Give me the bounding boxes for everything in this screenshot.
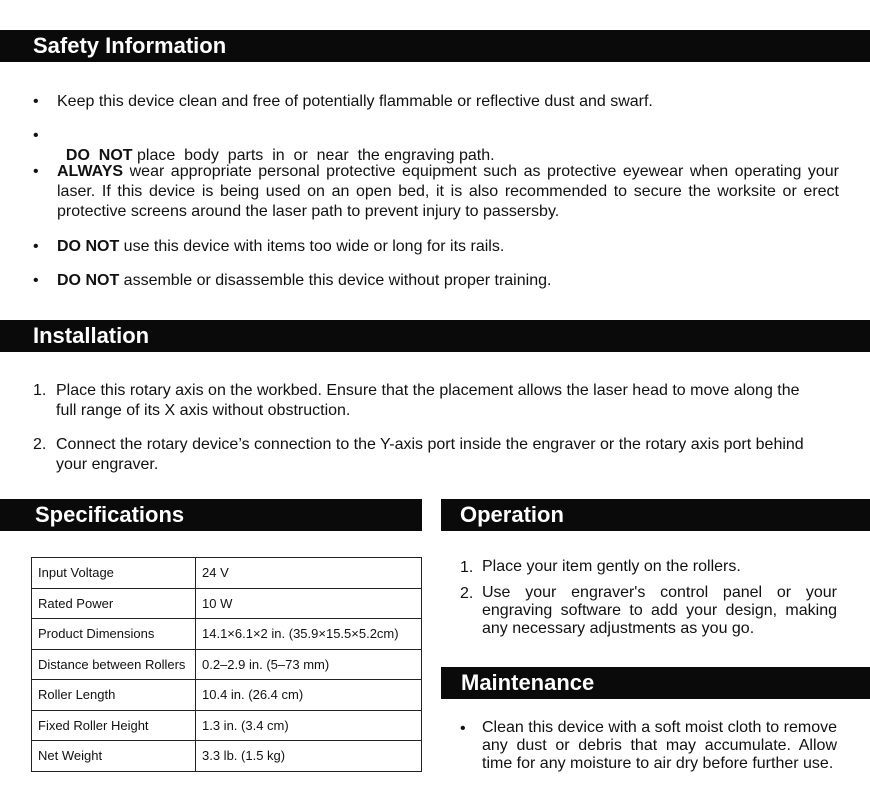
spec-value: 10 W <box>196 588 422 619</box>
installation-step-2: Connect the rotary device’s connection to the Y-axis port inside the engraver or the rotary axis port behind your engraver. <box>56 436 804 473</box>
step-number: 1. <box>33 382 47 399</box>
spec-key: Rated Power <box>32 588 196 619</box>
installation-heading: Installation <box>0 320 870 352</box>
specifications-table <box>31 557 422 772</box>
bullet-dot-icon: • <box>33 272 39 289</box>
maintenance-bullet-1: Clean this device with a soft moist cloth to remove any dust or debris that may accumulate. Allow time for any moisture to air dry before further use. <box>482 719 837 772</box>
maintenance-heading: Maintenance <box>441 667 870 699</box>
spec-key: Net Weight <box>32 741 196 772</box>
table-row <box>32 741 422 772</box>
table-row <box>32 619 422 650</box>
safety-bullet-1: Keep this device clean and free of potentially flammable or reflective dust and swarf. <box>57 93 653 110</box>
safety-bullet-2: DO NOT place body parts in or near the engraving path. <box>65 147 495 164</box>
spec-value: 0.2–2.9 in. (5–73 mm) <box>196 649 422 680</box>
spec-key: Distance between Rollers <box>32 649 196 680</box>
bullet-dot-icon: • <box>33 163 39 180</box>
spec-key: Product Dimensions <box>32 619 196 650</box>
spec-value: 14.1×6.1×2 in. (35.9×15.5×5.2cm) <box>196 619 422 650</box>
installation-step-1: Place this rotary axis on the workbed. Ensure that the placement allows the laser head to move along the full range of its X axis without obstruction. <box>56 382 800 419</box>
safety-heading: Safety Information <box>0 30 870 62</box>
spec-value: 1.3 in. (3.4 cm) <box>196 710 422 741</box>
bullet-dot-icon: • <box>33 93 39 110</box>
operation-step-2: Use your engraver's control panel or your engraving software to add your design, making any necessary adjustments as you go. <box>482 584 837 637</box>
spec-value: 24 V <box>196 558 422 589</box>
table-row <box>32 680 422 711</box>
spec-value: 3.3 lb. (1.5 kg) <box>196 741 422 772</box>
table-row <box>32 588 422 619</box>
step-number: 1. <box>460 559 474 576</box>
step-number: 2. <box>33 436 47 453</box>
table-row <box>32 710 422 741</box>
spec-key: Input Voltage <box>32 558 196 589</box>
operation-heading: Operation <box>441 499 870 531</box>
safety-bullet-3: ALWAYS wear appropriate personal protective equipment such as protective eyewear when operating your laser. If this device is being used on an open bed, it is also recommended to secure the worksite or erect protective screens around the laser path to prevent injury to passersby. <box>57 163 839 220</box>
operation-step-1: Place your item gently on the rollers. <box>482 558 741 575</box>
table-row <box>32 558 422 589</box>
bullet-dot-icon: • <box>460 720 466 737</box>
spec-key: Fixed Roller Height <box>32 710 196 741</box>
safety-bullet-4: DO NOT use this device with items too wide or long for its rails. <box>57 238 505 255</box>
bullet-dot-icon: • <box>33 127 39 144</box>
spec-value: 10.4 in. (26.4 cm) <box>196 680 422 711</box>
safety-bullet-5: DO NOT assemble or disassemble this device without proper training. <box>57 272 552 289</box>
step-number: 2. <box>460 585 474 602</box>
bullet-dot-icon: • <box>33 238 39 255</box>
specifications-heading: Specifications <box>0 499 422 531</box>
table-row <box>32 649 422 680</box>
spec-key: Roller Length <box>32 680 196 711</box>
